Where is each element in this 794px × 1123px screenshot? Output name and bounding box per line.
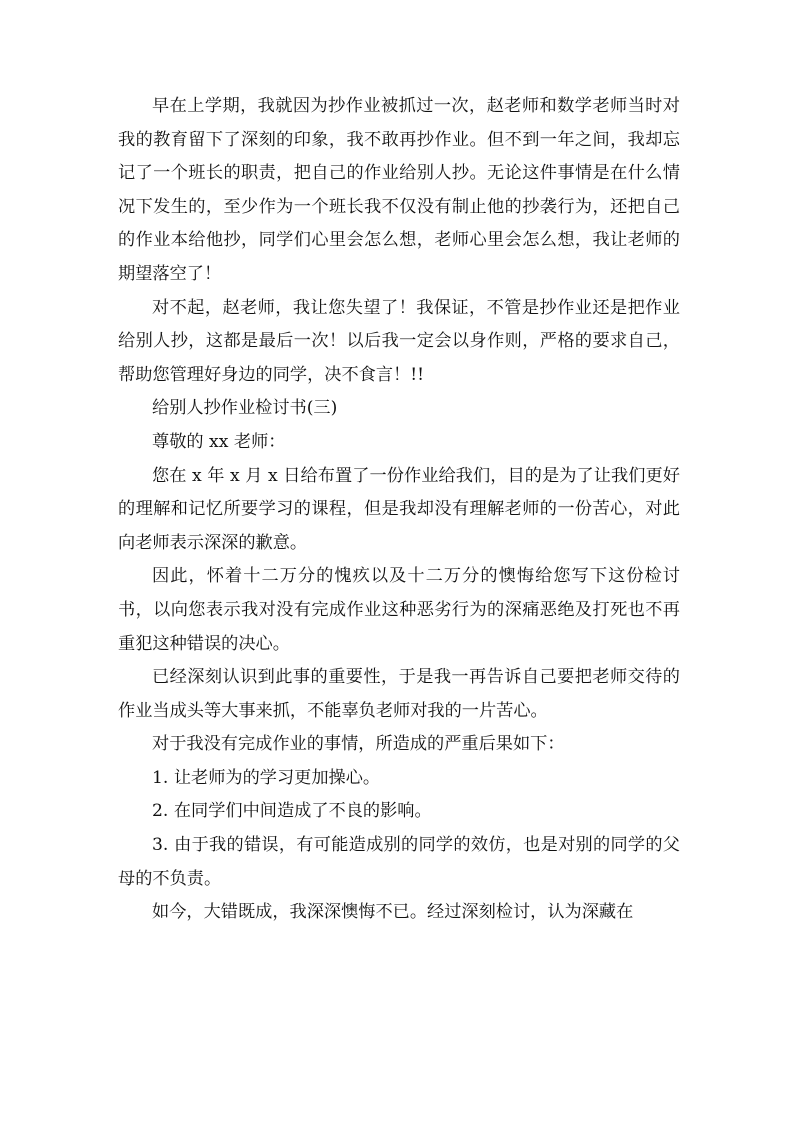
paragraph-5: 已经深刻认识到此事的重要性，于是我一再告诉自己要把老师交待的作业当成头等大事来抓，不能辜负老师对我的一片苦心。 (118, 667, 680, 721)
list-item-2: 2. 在同学们中间造成了不良的影响。 (152, 801, 432, 822)
paragraph-2: 对不起，赵老师，我让您失望了！我保证，不管是抄作业还是把作业给别人抄，这都是最后一次！以后我一定会以身作则，严格的要求自己，帮助您管理好身边的同学，决不食言！!! (118, 297, 680, 385)
paragraph-7: 如今，大错既成，我深深懊悔不已。经过深刻检讨，认为深藏在 (152, 902, 634, 923)
section-title: 给别人抄作业检讨书(三) (152, 398, 338, 419)
paragraph-4: 因此，怀着十二万分的愧疚以及十二万分的懊悔给您写下这份检讨书，以向您表示我对没有完成作业这种恶劣行为的深痛恶绝及打死也不再重犯这种错误的决心。 (118, 566, 680, 654)
list-item-3: 3. 由于我的错误，有可能造成别的同学的效仿，也是对别的同学的父母的不负责。 (118, 835, 680, 889)
paragraph-1: 早在上学期，我就因为抄作业被抓过一次，赵老师和数学老师当时对我的教育留下了深刻的印象，我不敢再抄作业。但不到一年之间，我却忘记了一个班长的职责，把自己的作业给别人抄。无论这件事情是在什么情况下发生的，至少作为一个班长我不仅没有制止他的抄袭行为，还把自己的作业本给他抄，同学们心里会怎么想，老师心里会怎么想，我让老师的期望落空了！ (118, 96, 680, 284)
document-body (118, 90, 680, 930)
paragraph-3: 您在 x 年 x 月 x 日给布置了一份作业给我们，目的是为了让我们更好的理解和记忆所要学习的课程，但是我却没有理解老师的一份苦心，对此向老师表示深深的歉意。 (118, 465, 680, 553)
salutation: 尊敬的 xx 老师： (152, 431, 286, 452)
list-item-1: 1. 让老师为的学习更加操心。 (152, 767, 381, 788)
paragraph-6: 对于我没有完成作业的事情，所造成的严重后果如下： (152, 734, 565, 755)
